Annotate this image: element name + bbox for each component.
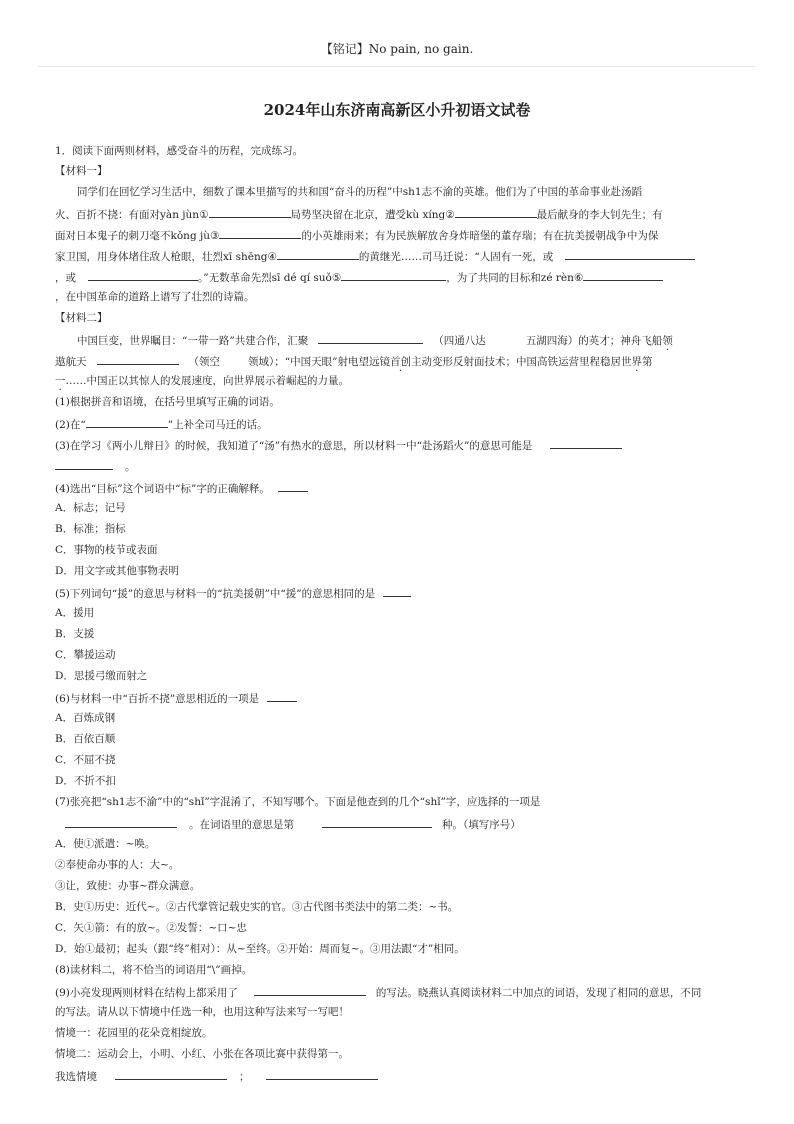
text-segment: 五湖四海）的英才；神舟飞船 [525,335,663,347]
sub-question-5 [55,585,411,601]
dotted-word: 一 [55,375,66,387]
text-segment: 。在词语里的意思是第 [189,819,294,831]
option-line: ③让，致使：办事~群众满意。 [55,880,201,892]
text-segment: (2)在“ [55,419,86,431]
sub-question-2 [55,416,268,432]
blank-q9[interactable] [254,984,366,996]
question-stem: 1．阅读下面两则材料，感受奋斗的历程，完成练习。 [55,145,304,157]
sub-question-6 [55,690,297,706]
blank-q3-a[interactable] [550,437,622,449]
material-one-line [55,269,663,285]
sub-question-9 [55,984,701,1000]
option[interactable]: B．标准；指标 [55,523,126,535]
text-segment: 中国巨变，世界瞩目：“一带一路”共建合作，汇聚 [77,335,309,347]
blank-5[interactable] [341,269,446,281]
sub-question-7: (7)张亮把“sh1志不渝”中的“shǐ”字混淆了，不知写哪个。下面是他查到的几个“shǐ”字，应选择的一项是 [55,796,541,808]
sub-question-3-cont [55,458,136,474]
text-segment: 。”无数革命先烈sī dé qí suǒ⑤ [198,272,342,284]
blank-6[interactable] [583,269,663,281]
text-segment: (5)下列词句“援”的意思与材料一的“抗美援朝”中“援”的意思相同的是 [55,588,376,600]
blank-scene-choice[interactable] [115,1068,227,1080]
option[interactable]: C．矢①箭：有的放~。②发誓：~口~忠 [55,922,247,934]
text-segment: （领空 [188,356,220,368]
blank-q4[interactable] [278,480,308,492]
material-two-label: 【材料二】 [55,312,108,324]
material-one-line: 同学们在回忆学习生活中，细数了课本里描写的共和国“奋斗的历程”中sh1志不渝的英雄。他们为了中国的革命事业赴汤蹈 [77,186,643,198]
text-segment: (4)选出“目标”这个词语中“标”字的正确解释。 [55,483,270,495]
blank-q7-b[interactable] [322,816,432,828]
option[interactable]: D．始①最初；起头（跟“终”相对）：从~至终。②开始：周而复~。③用法跟“才”相同。 [55,943,465,955]
text-segment: 的小英雄雨来；有为民族解放舍身炸暗堡的董存瑞；有在抗美援朝战争中为保 [301,230,659,242]
material-one-label: 【材料一】 [55,165,108,177]
material-one-line [55,248,695,264]
blank-q6[interactable] [267,690,297,702]
option[interactable]: B．百依百顺 [55,733,116,745]
sub-question-8: (8)读材料二，将不恰当的词语用“\”画掉。 [55,964,253,976]
text-segment: 我选情境 [55,1071,97,1083]
text-segment: (3)在学习《两小儿辩日》的时候，我知道了“汤”有热水的意思，所以材料一中“赴汤蹈火”的意思可能是 [55,440,533,452]
sub-question-3 [55,437,622,453]
option[interactable]: A．百炼成钢 [55,712,116,724]
text-segment: 种。（填写序号） [442,819,521,831]
blank-m2-2[interactable] [97,353,179,365]
option[interactable]: C．不屈不挠 [55,754,116,766]
page-title: 2024年山东济南高新区小升初语文试卷 [263,101,531,119]
header-divider [38,66,756,67]
blank-3[interactable] [219,227,301,239]
motto-header: 【铭记】No pain, no gain. [320,42,474,56]
answer-line [55,1068,378,1084]
text-segment: ，为了共同的目标和zé rèn⑥ [446,272,584,284]
scene-one: 情境一：花园里的花朵竞相绽放。 [55,1027,213,1039]
option[interactable]: C．攀援运动 [55,649,116,661]
dotted-word: 世界第 [621,356,653,368]
text-segment: 的写法。晓燕认真阅读材料二中加点的词语，发现了相同的意思，不同 [375,987,702,999]
text-segment: 遨航天 [55,356,87,368]
option[interactable]: D．不折不扣 [55,775,116,787]
text-segment: (6)与材料一中“百折不挠”意思相近的一项是 [55,693,260,705]
blank-2[interactable] [455,206,537,218]
option[interactable]: D．思援弓缴而射之 [55,670,148,682]
option[interactable]: A．使①派遣：~唤。 [55,838,156,850]
text-segment: 面对日本鬼子的刺刀毫不kǒng jù③ [55,230,220,242]
material-two-line [77,332,673,348]
scene-two: 情境二：运动会上，小明、小红、小张在各项比赛中获得第一。 [55,1048,349,1060]
text-segment: 的黄继光……司马迁说：“人固有一死，或 [358,251,554,263]
text-segment: ，或 [55,272,76,284]
dotted-word: 领 [662,335,673,347]
text-segment: ……中国正以其惊人的发展速度，向世界展示着崛起的力量。 [65,375,349,387]
text-segment: 主动变形反射面技术；中国高铁运营里程稳居 [411,356,621,368]
text-segment: 领域）；“中国天眼”射电望远镜 [248,356,390,368]
text-segment: （四通八达 [433,335,486,347]
blank-q3-b[interactable] [55,458,113,470]
blank-q7-a[interactable] [65,816,177,828]
text-segment: 。 [125,461,136,473]
blank-sima-2[interactable] [88,269,198,281]
blank-m2-1[interactable] [318,332,423,344]
material-one-line [55,227,658,243]
material-two-line [55,353,653,369]
option[interactable]: A．标志；记号 [55,502,126,514]
blank-4[interactable] [277,248,359,260]
text-segment: 家卫国，用身体堵住敌人枪眼，壮烈xī shēng④ [55,251,277,263]
text-segment: 火、百折不挠：有面对yàn jùn① [55,209,209,221]
text-segment: ”上补全司马迁的话。 [167,419,268,431]
blank-q5[interactable] [383,585,411,597]
material-one-line [55,206,663,222]
text-segment: 最后献身的李大钊先生；有 [536,209,663,221]
text-segment: ； [239,1071,250,1083]
option[interactable]: C．事物的枝节或表面 [55,544,158,556]
blank-sima-1[interactable] [565,248,695,260]
blank-1[interactable] [209,206,291,218]
option[interactable]: B．支援 [55,628,95,640]
sub-question-1: (1)根据拼音和语境，在括号里填写正确的词语。 [55,396,280,408]
option[interactable]: A．援用 [55,607,95,619]
blank-scene-answer[interactable] [266,1068,378,1080]
sub-question-7-cont [55,816,521,832]
material-two-line [55,374,349,388]
blank-q2[interactable] [86,416,168,428]
material-one-line: ，在中国革命的道路上谱写了壮烈的诗篇。 [55,291,255,303]
sub-question-9-cont: 的写法。请从以下情境中任选一种，也用这种写法来写一写吧！ [55,1006,349,1018]
text-segment: 局势坚决留在北京，遭受kù xíng② [290,209,455,221]
option-line: ②奉使命办事的人：大~。 [55,859,180,871]
option[interactable]: D．用文字或其他事物表明 [55,565,179,577]
sub-question-4 [55,480,308,496]
dotted-word: 首创 [390,356,411,368]
text-segment: (9)小亮发现两则材料在结构上都采用了 [55,987,238,999]
option[interactable]: B．史①历史：近代~。②古代掌管记载史实的官。③古代图书类法中的第二类：~书。 [55,901,459,913]
